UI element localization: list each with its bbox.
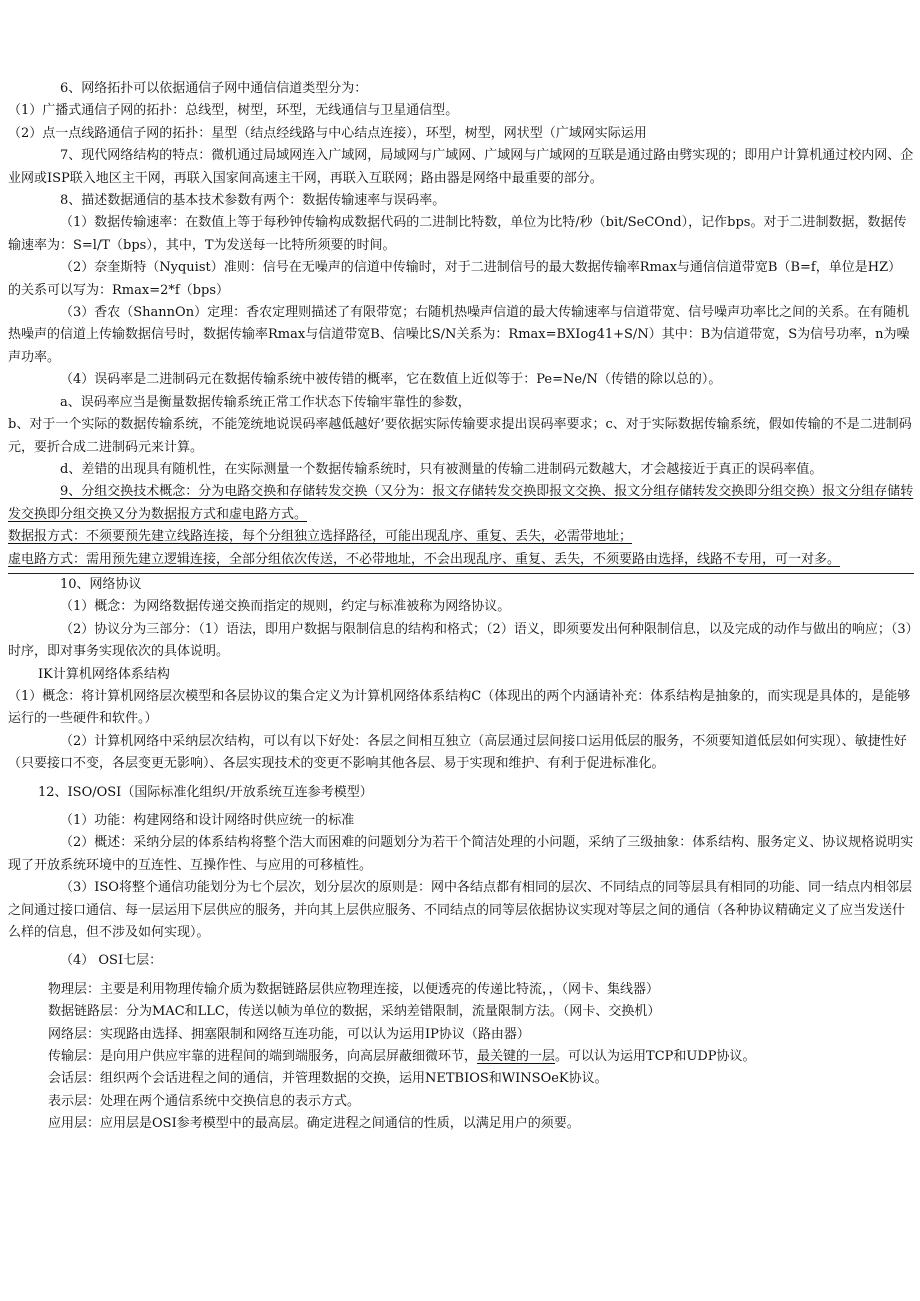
item-8-heading: 8、描述数据通信的基本技术参数有两个：数据传输速率与误码率。: [60, 193, 446, 209]
item-6-broadcast: （1）广播式通信子网的拓扑：总线型，树型，环型，无线通信与卫星通信型。: [8, 103, 459, 119]
item-9-packet-switching: 9、分组交换技术概念：分为电路交换和存储转发交换（又分为：报文存储转发交换即报文交换、报文分组存储转发交换即分组交换）报文分组存储转发交换即分组交换又分为数据报方式和虚电路方式。: [8, 484, 914, 522]
layer-presentation: 表示层：处理在两个通信系统中交换信息的表示方式。: [48, 1093, 361, 1109]
layer-session: 会话层：组织两个会话进程之间的通信，并管理数据的交换，运用NETBIOS和WINSOeK协议。: [48, 1071, 608, 1087]
item-11-heading: IK计算机网络体系结构: [38, 666, 170, 682]
item-8-note-b-c: b、对于一个实际的数据传输系统，不能笼统地说误码率越低越好’要依据实际传输要求提出误码率要求；c、对于实际数据传输系统，假如传输的不是二进制码元，要折合成二进制码元来计算。: [8, 417, 912, 455]
item-8-transfer-rate: （1）数据传输速率：在数值上等于每秒钟传输构成数据代码的二进制比特数，单位为比特/秒（bit/SeCOnd），记作bps。对于二进制数据，数据传输速率为：S=l/T（bps），其中，T为发送每一比特所须要的时间。: [8, 215, 907, 253]
item-6-point-to-point: （2）点一点线路通信子网的拓扑：星型（结点经线路与中心结点连接），环型，树型，网状型（广域网实际运用: [8, 125, 647, 141]
item-12-osi-seven-layers: （4） OSI七层：: [60, 953, 163, 969]
item-8-error-rate: （4）误码率是二进制码元在数据传输系统中被传错的概率，它在数值上近似等于：Pe=Ne/N（传错的除以总的）。: [60, 372, 722, 388]
layer-physical: 物理层：主要是利用物理传输介质为数据链路层供应物理连接，以便透亮的传递比特流，，（网卡、集线器）: [48, 981, 660, 997]
document-body: [8, 78, 914, 1136]
layer-application: 应用层：应用层是OSI参考模型中的最高层。确定进程之间通信的性质，以满足用户的须要。: [48, 1116, 580, 1132]
item-8-shannon: （3）香农（ShannOn）定理：香农定理则描述了有限带宽；右随机热噪声信道的最大传输速率与信道带宽、信号噪声功率比之间的关系。在有随机热噪声的信道上传输数据信号时，数据传输率Rmax与信道带宽B、信噪比S/N关系为：Rmax=BXIog41+S/N）其中：B为信道带宽，S为信号功率，n为噪声功率。: [8, 305, 910, 365]
item-9-datagram: 数据报方式：不须要预先建立线路连接，每个分组独立选择路径，可能出现乱序、重复、丢失，必需带地址；: [8, 529, 633, 545]
item-11-concept: （1）概念：将计算机网络层次模型和各层协议的集合定义为计算机网络体系结构C（体现出的两个内涵请补充：体系结构是抽象的，而实现是具体的，是能够运行的一些硬件和软件。）: [8, 688, 911, 727]
item-12-seven-layer-principle: （3）ISO将整个通信功能划分为七个层次，划分层次的原则是：网中各结点都有相同的层次、不同结点的同等层具有相同的功能、同一结点内相邻层之间通过接口通信、每一层运用下层供应的服务，并向其上层供应服务、不同结点的同等层依据协议实现对等层之间的通信（各种协议精确定义了应当发送什么样的信息，但不涉及如何实现）。: [8, 880, 912, 941]
layer-transport: [8, 1046, 914, 1068]
item-8-note-a: a、误码率应当是衡量数据传输系统正常工作状态下传输牢靠性的参数，: [60, 394, 471, 410]
item-11-layering-benefits: （2）计算机网络中采纳层次结构，可以有以下好处：各层之间相互独立（高层通过层间接口运用低层的服务，不须要知道低层如何实现）、敏捷性好（只要接口不变，各层变更无影响）、各层实现技术的变更不影响其他各层、易于实现和维护、有利于促进标准化。: [8, 733, 907, 772]
layer-network: 网络层：实现路由选择、拥塞限制和网络互连功能，可以认为运用IP协议（路由器）: [48, 1026, 530, 1042]
layer-transport-text: 传输层：是向用户供应牢靠的进程间的端到端服务，向高层屏蔽细微环节，: [48, 1049, 478, 1065]
layer-data-link: 数据链路层：分为MAC和LLC，传送以帧为单位的数据，采纳差错限制，流量限制方法。（网卡、交换机）: [48, 1004, 661, 1020]
item-7-network-features: 7、现代网络结构的特点：微机通过局域网连入广域网，局域网与广域网、广域网与广域网的互联是通过路由劈实现的；即用户计算机通过校内网、企业网或ISP联入地区主干网，再联入国家间高速主干网，再联入互联网；路由器是网络中最重要的部分。: [8, 148, 914, 186]
item-10-three-parts: （2）协议分为三部分：（1）语法，即用户数据与限制信息的结构和格式；（2）语义，即须要发出何种限制信息，以及完成的动作与做出的响应；（3）时序，即对事务实现依次的具体说明。: [8, 621, 913, 660]
layer-transport-protocols: 。可以认为运用TCP和UDP协议。: [555, 1049, 756, 1065]
item-10-concept: （1）概念：为网络数据传递交换而指定的规则，约定与标准被称为网络协议。: [60, 599, 511, 615]
item-12-heading: 12、ISO/OSI（国际标准化组织/开放系统互连参考模型）: [38, 784, 373, 800]
item-10-heading: 10、网络协议: [60, 576, 142, 592]
item-8-nyquist: （2）奈奎斯特（Nyquist）准则：信号在无噪声的信道中传输时，对于二进制信号的最大数据传输率Rmax与通信信道带宽B（B=f，单位是HZ）的关系可以写为：Rmax=2*f（bps）: [8, 260, 902, 298]
item-9-virtual-circuit: 虚电路方式：需用预先建立逻辑连接，全部分组依次传送，不必带地址，不会出现乱序、重复、丢失，不须要路由选择，线路不专用，可一对多。: [8, 551, 841, 567]
layer-transport-emphasis: 最关键的一层: [477, 1049, 556, 1065]
item-12-function: （1）功能：构建网络和设计网络时供应统一的标准: [60, 813, 355, 828]
item-12-overview: （2）概述：采纳分层的体系结构将整个浩大而困难的问题划分为若干个简洁处理的小问题，采纳了三级抽象：体系结构、服务定义、协议规格说明实现了开放系统环境中的互连性、互操作性、与应用的可移植性。: [8, 835, 914, 873]
item-6-heading: 6、网络拓扑可以依据通信子网中通信信道类型分为：: [60, 81, 368, 96]
item-8-note-d: d、差错的出现具有随机性，在实际测量一个数据传输系统时，只有被测量的传输二进制码元数越大，才会越接近于真正的误码率值。: [60, 461, 823, 477]
